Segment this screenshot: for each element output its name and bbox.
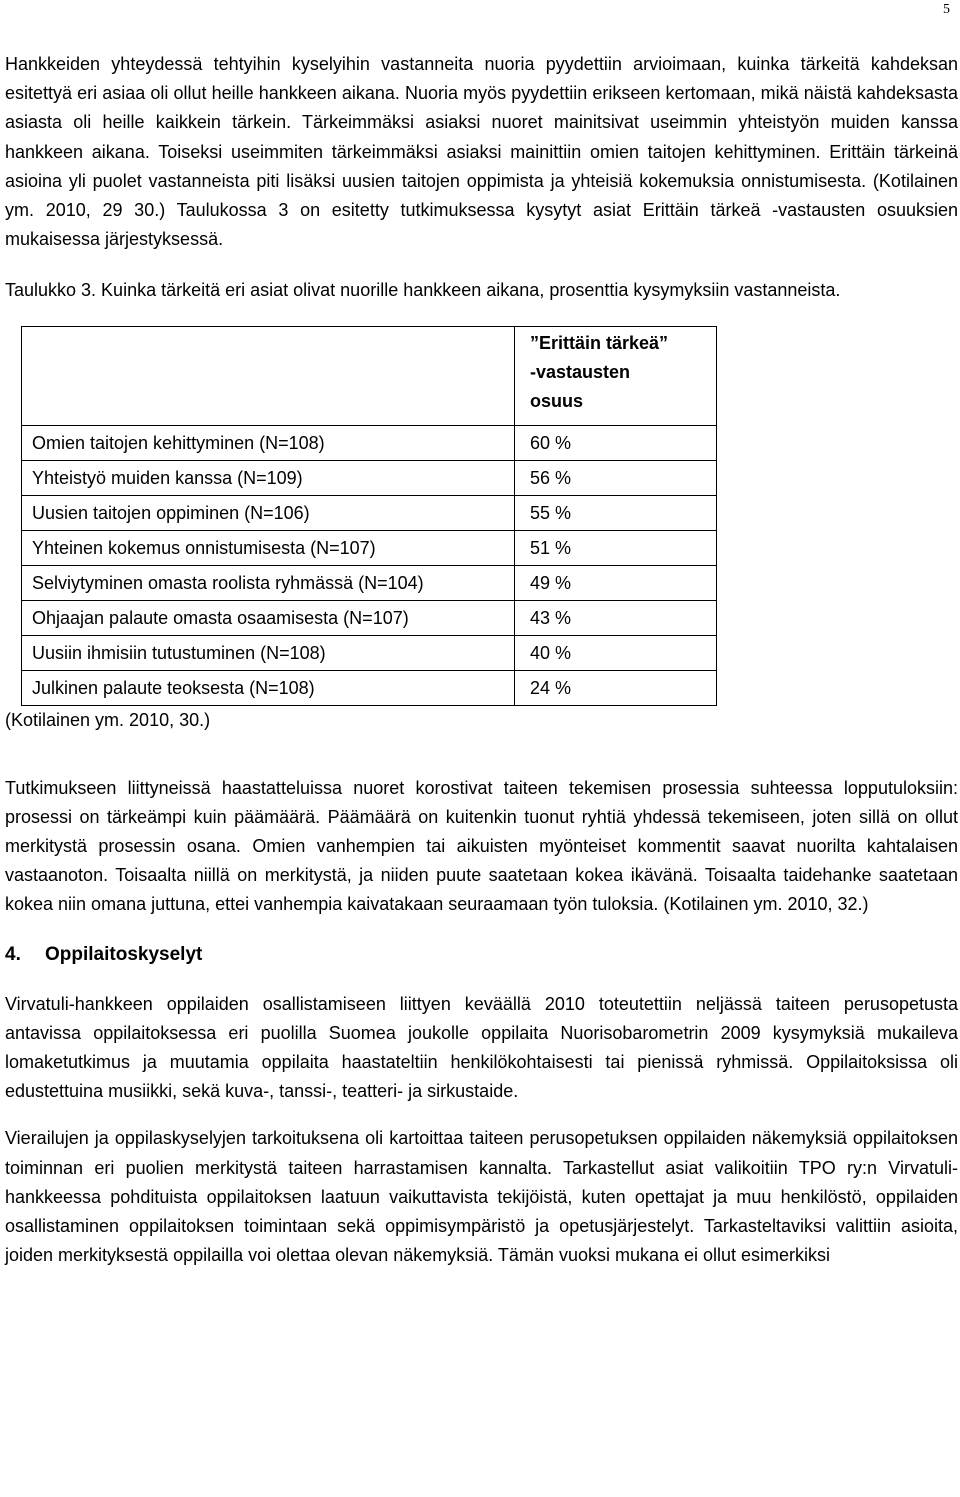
row-value: 60 % xyxy=(515,425,717,460)
results-table xyxy=(21,326,717,706)
table-row xyxy=(22,565,717,600)
table-row xyxy=(22,495,717,530)
row-label: Ohjaajan palaute omasta osaamisesta (N=107) xyxy=(22,600,515,635)
table-row xyxy=(22,670,717,705)
header-value-line-2: -vastausten xyxy=(530,361,631,382)
table-row xyxy=(22,460,717,495)
section-title: Oppilaitoskyselyt xyxy=(45,943,203,965)
row-label: Selviytyminen omasta roolista ryhmässä (N=104) xyxy=(22,565,515,600)
header-value-line-1: ”Erittäin tärkeä” xyxy=(530,332,669,353)
row-value: 55 % xyxy=(515,495,717,530)
row-label: Uusien taitojen oppiminen (N=106) xyxy=(22,495,515,530)
row-value: 43 % xyxy=(515,600,717,635)
row-label: Omien taitojen kehittyminen (N=108) xyxy=(22,425,515,460)
table-header-row xyxy=(22,326,717,425)
survey-paragraph-1: Virvatuli-hankkeen oppilaiden osallistamiseen liittyen keväällä 2010 toteutettiin neljässä taiteen perusopetusta antavissa oppilaitoksessa eri puolilla Suomea joukolle oppilaita Nuorisobarometrin 2009 kysymyksiä mukaileva lomaketutkimus ja muutamia oppilaita haastateltiin henkilökohtaisesti tai pienissä ryhmissä. Oppilaitoksissa oli edustettuina musiikki, sekä kuva-, tanssi-, teatteri- ja sirkustaide. xyxy=(5,993,958,1102)
row-label: Yhteinen kokemus onnistumisesta (N=107) xyxy=(22,530,515,565)
row-label: Uusiin ihmisiin tutustuminen (N=108) xyxy=(22,635,515,670)
row-value: 51 % xyxy=(515,530,717,565)
row-label: Yhteistyö muiden kanssa (N=109) xyxy=(22,460,515,495)
row-value: 24 % xyxy=(515,670,717,705)
section-number: 4. xyxy=(5,943,21,965)
table-row xyxy=(22,530,717,565)
survey-paragraph-2: Vierailujen ja oppilaskyselyjen tarkoituksena oli kartoittaa taiteen perusopetuksen oppilaiden näkemyksiä oppilaitoksen toiminnan eri puolien merkitystä taiteen harrastamisen kannalta. Tarkastellut asiat valikoitiin TPO ry:n Virvatuli-hankkeessa pohdituista oppilaitoksen laatuun vaikuttavista tekijöistä, kuten opettajat ja muu henkilöstö, oppilaiden osallistaminen oppilaitoksen toimintaan sekä oppimisympäristö ja opetusjärjestelyt. Tarkasteltaviksi valittiin asioita, joiden merkityksestä oppilailla voi olettaa olevan näkemyksiä. Tämän vuoksi mukana ei ollut esimerkiksi xyxy=(5,1128,958,1266)
intro-paragraph: Hankkeiden yhteydessä tehtyihin kyselyihin vastanneita nuoria pyydettiin arvioimaan, kuinka tärkeitä kahdeksan esitettyä eri asiaa oli ollut heille hankkeen aikana. Nuoria myös pyydettiin erikseen kertomaan, mikä näistä kahdeksasta asiasta oli heille kaikkein tärkein. Tärkeimmäksi asiaksi nuoret mainitsivat useimmin yhteistyön muiden kanssa hankkeen aikana. Toiseksi useimmiten tärkeimmäksi asiaksi mainittiin omien taitojen kehittyminen. Erittäin tärkeinä asioina yli puolet vastanneista piti lisäksi uusien taitojen oppimista ja yhteisiä kokemuksia onnistumisesta. (Kotilainen ym. 2010, 29 30.) Taulukossa 3 on esitetty tutkimuksessa kysytyt asiat Erittäin tärkeä -vastausten osuuksien mukaisessa järjestyksessä. xyxy=(5,54,958,250)
table-source: (Kotilainen ym. 2010, 30.) xyxy=(5,709,211,730)
table-row xyxy=(22,600,717,635)
header-value-line-3: osuus xyxy=(530,390,584,411)
table-row xyxy=(22,425,717,460)
header-value-cell xyxy=(515,326,717,425)
page-number: 5 xyxy=(943,2,950,17)
interviews-paragraph: Tutkimukseen liittyneissä haastatteluissa nuoret korostivat taiteen tekemisen prosessia suhteessa lopputuloksiin: prosessi on tärkeämpi kuin päämäärä. Päämäärä on kuitenkin tuonut ryhtiä yhdessä tekemiseen, joten sillä on ollut merkitystä prosessin osana. Omien vanhempien tai aikuisten myönteiset kommentit saavat nuorilta kahtalaisen vastaanoton. Toisaalta niillä on merkitystä, ja niiden puute saatetaan kokea ikävänä. Toisaalta taidehanke saatetaan kokea niin omana juttuna, ettei vanhempia kaivatakaan seuraamaan työn tuloksia. (Kotilainen ym. 2010, 32.) xyxy=(5,777,958,915)
table-row xyxy=(22,635,717,670)
row-value: 56 % xyxy=(515,460,717,495)
row-label: Julkinen palaute teoksesta (N=108) xyxy=(22,670,515,705)
row-value: 40 % xyxy=(515,635,717,670)
section-heading xyxy=(5,940,958,970)
document-body xyxy=(5,50,958,1270)
table-caption: Taulukko 3. Kuinka tärkeitä eri asiat olivat nuorille hankkeen aikana, prosenttia kysymyksiin vastanneista. xyxy=(5,280,841,301)
header-label-cell xyxy=(22,326,515,425)
row-value: 49 % xyxy=(515,565,717,600)
